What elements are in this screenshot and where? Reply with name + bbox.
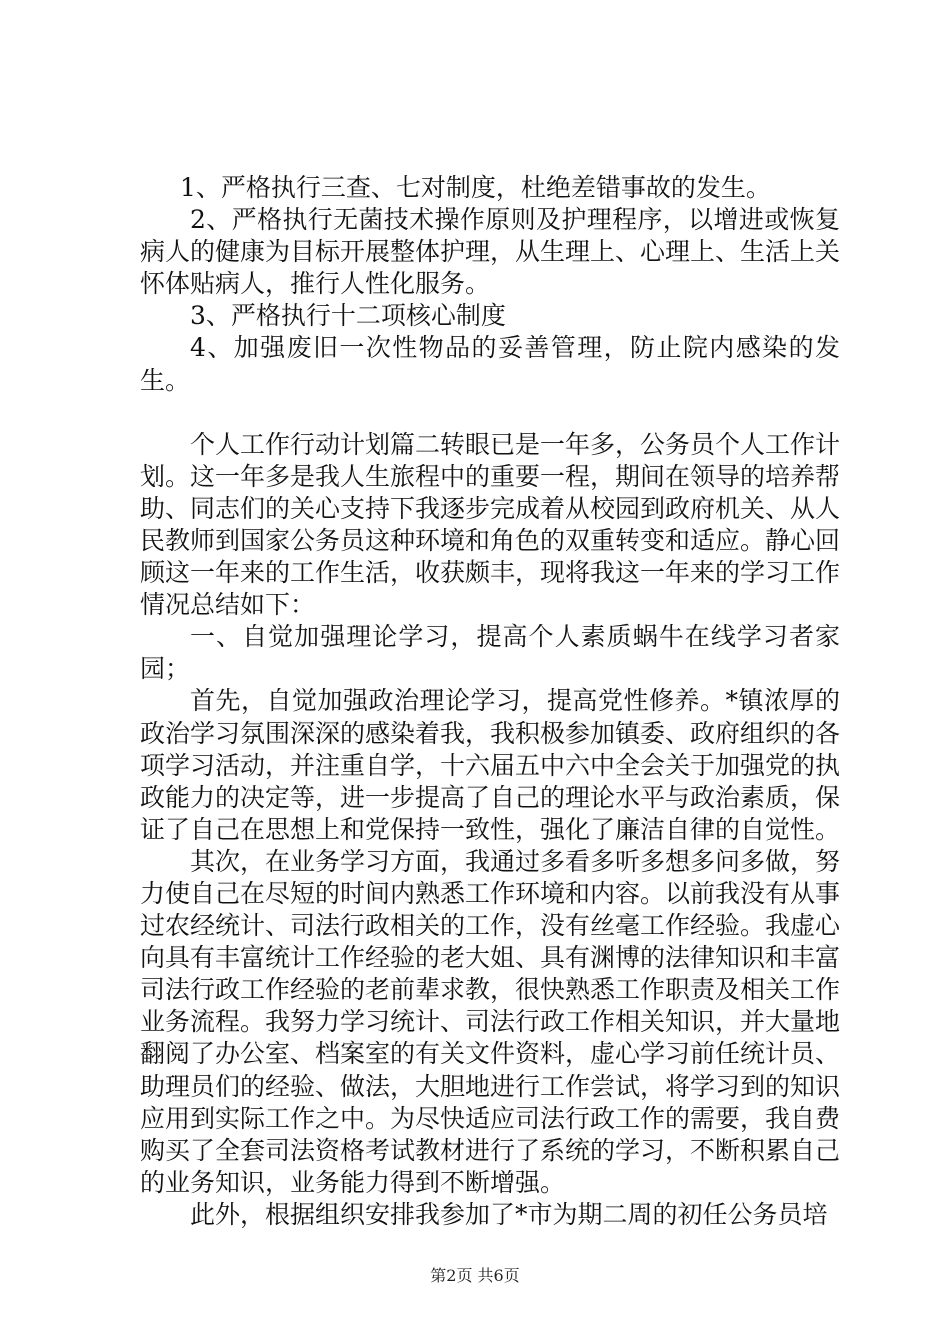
page-indicator: 第2页 共6页 (430, 1266, 520, 1285)
paragraph: 其次，在业务学习方面，我通过多看多听多想多问多做，努力使自己在尽短的时间内熟悉工作环境和内容。以前我没有从事过农经统计、司法行政相关的工作，没有丝毫工作经验。我虚心向具有丰富统计工作经验的老大姐、具有渊博的法律知识和丰富司法行政工作经验的老前辈求教，很快熟悉工作职责及相关工作业务流程。我努力学习统计、司法行政工作相关知识，并大量地翻阅了办公室、档案室的有关文件资料，虚心学习前任统计员、助理员们的经验、做法，大胆地进行工作尝试，将学习到的知识应用到实际工作之中。为尽快适应司法行政工作的需要，我自费购买了全套司法资格考试教材进行了系统的学习，不断积累自己的业务知识，业务能力得到不断增强。 (140, 846, 841, 1197)
list-item: 2、严格执行无菌技术操作原则及护理程序，以增进或恢复病人的健康为目标开展整体护理，从生理上、心理上、生活上关怀体贴病人，推行人性化服务。 (140, 205, 841, 299)
section-heading: 一、自觉加强理论学习，提高个人素质蜗牛在线学习者家园； (140, 622, 840, 684)
paragraph: 首先，自觉加强政治理论学习，提高党性修养。*镇浓厚的政治学习氛围深深的感染着我，我积极参加镇委、政府组织的各项学习活动，并注重自学，十六届五中六中全会关于加强党的执政能力的决定等，进一步提高了自己的理论水平与政治素质，保证了自己在思想上和党保持一致性，强化了廉洁自律的自觉性。 (140, 686, 841, 844)
paragraph: 个人工作行动计划篇二转眼已是一年多，公务员个人工作计划。这一年多是我人生旅程中的重要一程，期间在领导的培养帮助、同志们的关心支持下我逐步完成着从校园到政府机关、从人民教师到国家公务员这种环境和角色的双重转变和适应。静心回顾这一年来的工作生活，收获颇丰，现将我这一年来的学习工作情况总结如下： (140, 429, 841, 620)
list-item: 4、加强废旧一次性物品的妥善管理，防止院内感染的发生。 (140, 333, 840, 395)
page-footer (0, 1266, 950, 1286)
list-item: 1、严格执行三查、七对制度，杜绝差错事故的发生。 (180, 173, 771, 202)
paragraph-gap (140, 397, 840, 429)
document-body (140, 172, 840, 1231)
list-item: 3、严格执行十二项核心制度 (190, 301, 506, 331)
paragraph: 此外，根据组织安排我参加了*市为期二周的初任公务员培 (190, 1199, 828, 1229)
